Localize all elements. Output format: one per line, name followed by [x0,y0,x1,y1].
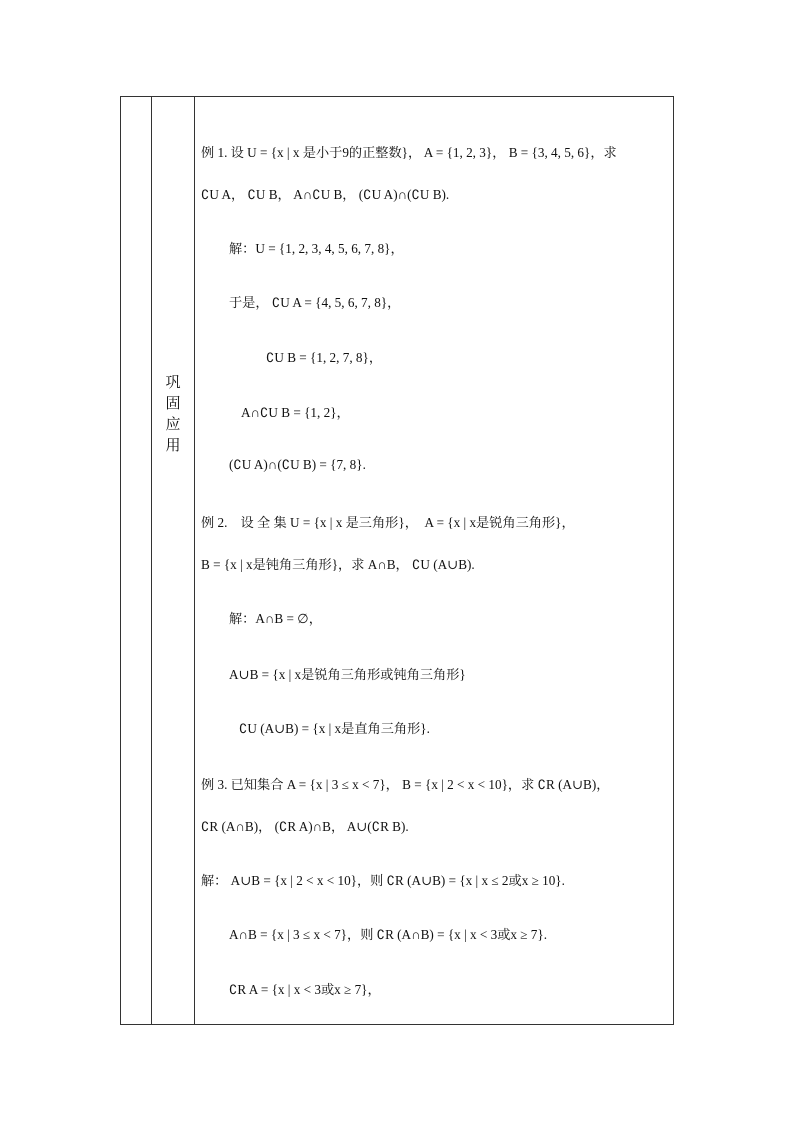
section-label-char: 应 [165,415,181,433]
example-1-prompt: 例 1. 设 U = {x | x 是小于9的正整数}， A = {1, 2, 3}， B = {3, 4, 5, 6}，求 [201,145,617,160]
example-3-prompt-cont: ∁R (A∩B)， (∁R A)∩B， A∪(∁R B). [201,819,409,834]
example-1-solution: 于是， ∁U A = {4, 5, 6, 7, 8}， [229,295,401,310]
example-2-prompt: 例 2. 设 全 集 U = {x | x 是三角形}， A = {x | x是锐角三角形}， [201,515,575,530]
example-2-solution: 解：A∩B = ∅， [229,611,322,626]
example-3-solution: ∁R A = {x | x < 3或x ≥ 7}， [229,982,381,997]
column-divider [151,96,152,1025]
example-1-solution: ∁U B = {1, 2, 7, 8}， [266,350,383,365]
example-3-prompt: 例 3. 已知集合 A = {x | 3 ≤ x < 7}， B = {x | 2 < x < 10}，求 ∁R (A∪B)， [201,777,610,792]
example-3-solution: 解： A∪B = {x | 2 < x < 10}，则 ∁R (A∪B) = {x | x ≤ 2或x ≥ 10}. [201,873,565,888]
section-label-char: 固 [165,394,181,412]
example-3-solution: A∩B = {x | 3 ≤ x < 7}，则 ∁R (A∩B) = {x | x < 3或x ≥ 7}. [229,927,548,942]
column-divider [194,96,195,1025]
example-1-prompt-cont: ∁U A， ∁U B， A∩∁U B， (∁U A)∩(∁U B). [201,187,450,202]
example-2-solution: ∁U (A∪B) = {x | x是直角三角形}. [239,721,430,736]
example-1-solution: (∁U A)∩(∁U B) = {7, 8}. [229,457,366,472]
example-2-solution: A∪B = {x | x是锐角三角形或钝角三角形} [229,667,466,682]
section-label [152,372,194,456]
example-1-solution: 解：U = {1, 2, 3, 4, 5, 6, 7, 8}， [229,241,404,256]
example-1-solution: A∩∁U B = {1, 2}， [241,405,350,420]
section-label-char: 用 [165,436,181,454]
section-label-char: 巩 [165,373,181,391]
example-2-prompt-cont: B = {x | x是钝角三角形}，求 A∩B， ∁U (A∪B). [201,557,475,572]
